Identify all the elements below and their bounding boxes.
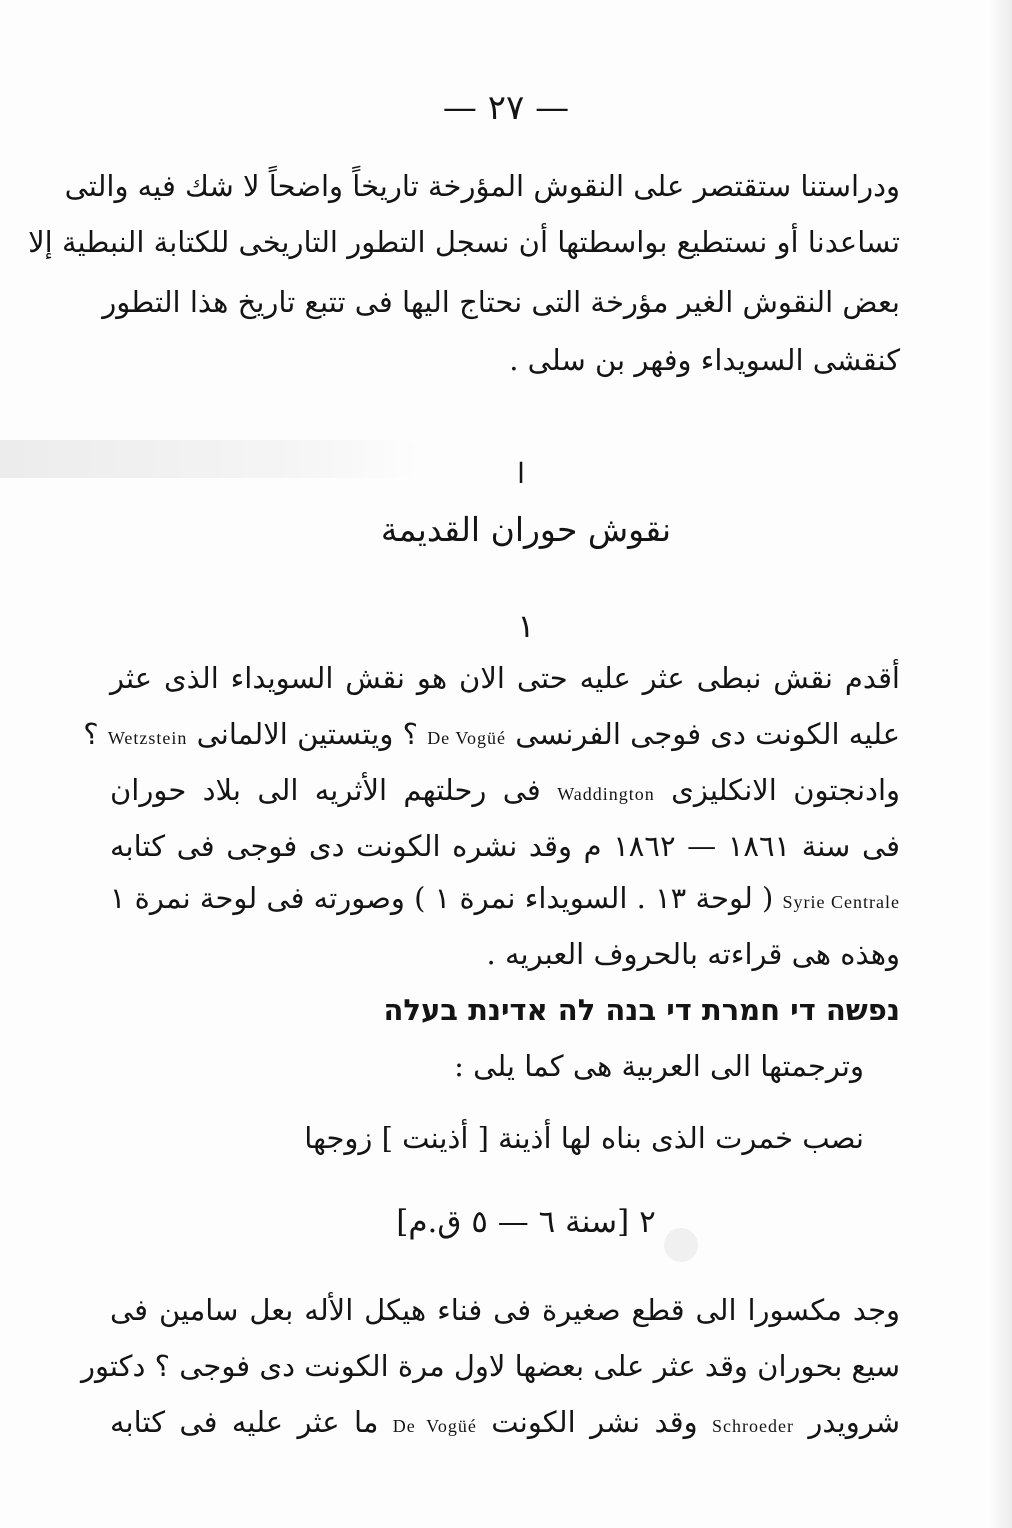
latin-wetzstein: Wetzstein [107,728,188,748]
item-2-line-3-text-c: ما عثر عليه فى كتابه [110,1405,379,1439]
latin-de-vogue: De Vogüé [427,728,507,748]
item-2-line-3 [110,1402,900,1442]
intro-line-4: كنقشى السويداء وفهر بن سلى . [509,343,900,377]
translation-text: نصب خمرت الذى بناه لها أذينة [ أذينت ] زوجها [304,1121,864,1155]
item-2-line-2: سيع بحوران وقد عثر على بعضها لاول مرة الكونت دى فوجى ؟ دكتور [80,1349,900,1383]
section-title: نقوش حوران القديمة [380,510,672,549]
item-1-line-3-text-a: وادنجتون الانكليزى [671,773,901,807]
page-number: — ٢٧ — [442,88,570,128]
item-1-number: ١ [517,607,535,645]
item-2-line-1: وجد مكسورا الى قطع صغيرة فى فناء هيكل الأله بعل سامين فى [110,1293,900,1327]
item-1-line-2-text-c: ؟ [83,717,99,751]
latin-syrie-centrale: Syrie Centrale [782,892,900,912]
item-1-line-2 [83,714,900,754]
item-2-heading: ٢ [سنة ٦ — ٥ ق.م] [396,1204,656,1240]
item-2-line-3-text-a: شرويدر [808,1405,900,1439]
intro-line-2: تساعدنا أو نستطيع بواسطتها أن نسجل التطور التاريخى للكتابة النبطية إلا [28,225,900,259]
latin-de-vogue-2: De Vogüé [392,1416,477,1436]
page-edge-shadow [986,0,1012,1528]
item-1-line-4: فى سنة ١٨٦١ — ١٨٦٢ م وقد نشره الكونت دى فوجى فى كتابه [110,829,901,863]
item-1-line-6: وهذه هى قراءته بالحروف العبريه . [486,937,900,971]
latin-schroeder: Schroeder [712,1416,794,1436]
intro-line-1: ودراستنا ستقتصر على النقوش المؤرخة تاريخاً واضحاً لا شك فيه والتى [64,169,900,203]
item-1-line-2-text-b: ؟ ويتستين الالمانى [196,717,418,751]
section-letter: ا [517,457,525,490]
latin-waddington: Waddington [557,784,655,804]
item-1-line-5-text-b: ( لوحة ١٣ . السويداء نمرة ١ ) وصورته فى لوحة نمرة ١ [109,881,774,915]
item-1-line-2-text-a: عليه الكونت دى فوجى الفرنسى [515,717,900,751]
item-1-line-3 [110,770,900,810]
item-1-line-5 [110,878,900,918]
translation-intro: وترجمتها الى العربية هى كما يلى : [454,1049,864,1083]
item-1-line-1: أقدم نقش نبطى عثر عليه حتى الان هو نقش السويداء الذى عثر [110,661,900,695]
item-1-line-3-text-b: فى رحلتهم الأثريه الى بلاد حوران [110,773,541,807]
item-2-line-3-text-b: وقد نشر الكونت [491,1405,698,1439]
hebrew-transcription: נפשה די חמרת די בנה לה אדינת בעלה [383,993,900,1027]
intro-line-3: بعض النقوش الغير مؤرخة التى نحتاج اليها فى تتبع تاريخ هذا التطور [102,285,900,319]
